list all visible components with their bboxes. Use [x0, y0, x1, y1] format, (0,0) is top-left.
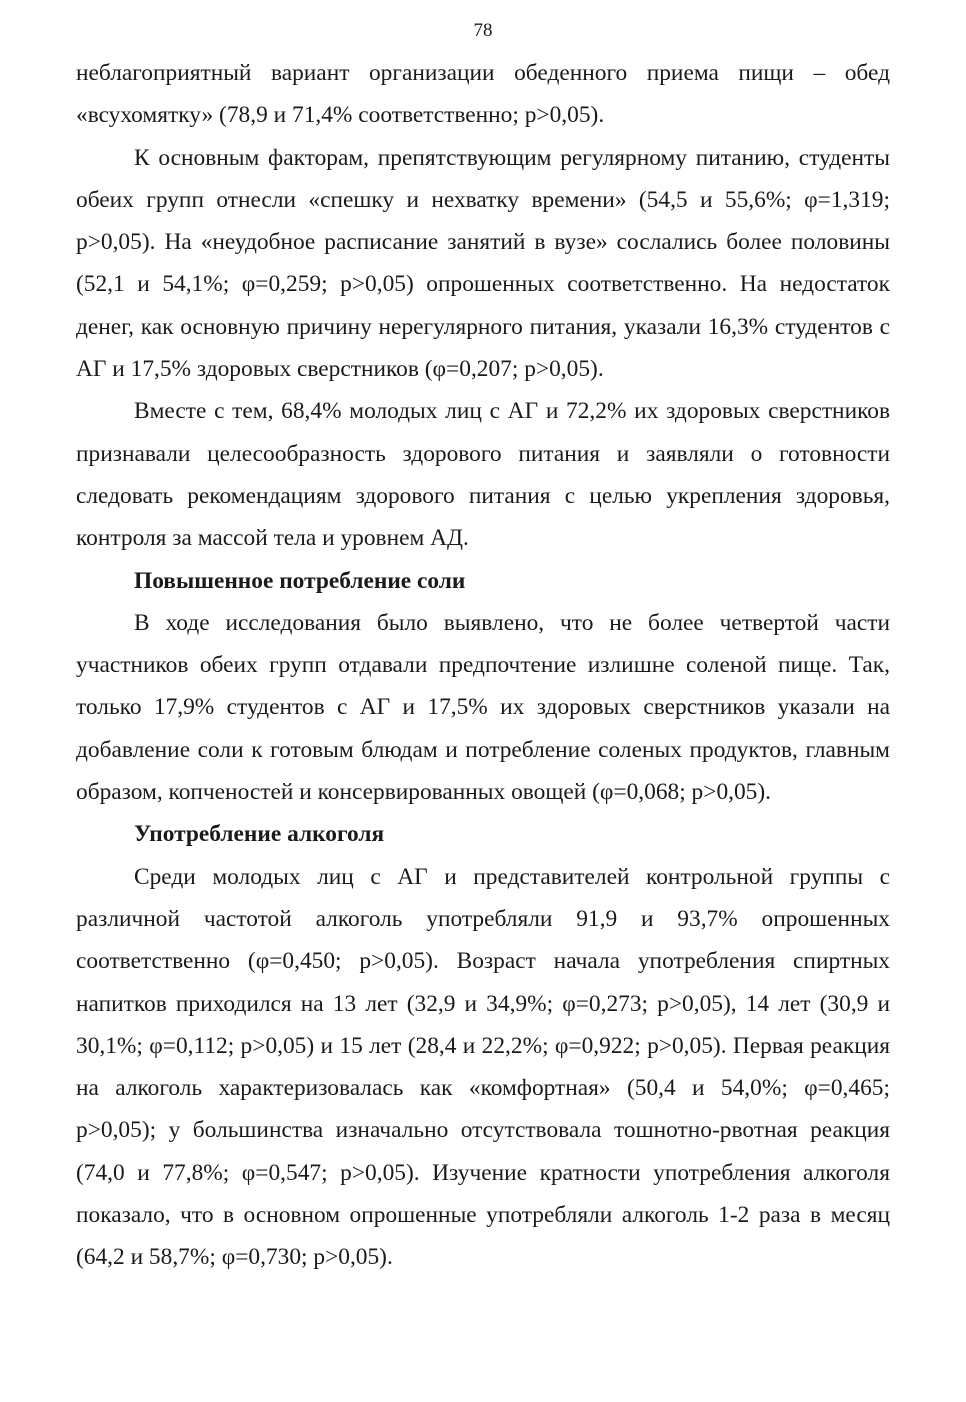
section-heading-alcohol: Употребление алкоголя — [134, 821, 385, 848]
paragraph-alcohol: Среди молодых лиц с АГ и представителей контрольной группы с различной частотой алкоголь употребляли 91,9 и 93,7% опрошенных соответственно (φ=0,450; p>0,05). Возраст начала употребления спиртных напитков приходился на 13 лет (32,9 и 34,9%; φ=0,273; p>0,05), 14 лет (30,9 и 30,1%; φ=0,112; p>0,05) и 15 лет (28,4 и 22,2%; φ=0,922; p>0,05). Первая реакция на алкоголь характеризовалась как «комфортная» (50,4 и 54,0%; φ=0,465; p>0,05); у большинства изначально отсутствовала тошнотно-рвотная реакция (74,0 и 77,8%; φ=0,547; p>0,05). Изучение кратности употребления алкоголя показало, что в основном опрошенные употребляли алкоголь 1-2 раза в месяц (64,2 и 58,7%; φ=0,730; p>0,05). — [76, 863, 890, 1271]
paragraph-salt: В ходе исследования было выявлено, что не более четвертой части участников обеих групп отдавали предпочтение излишне соленой пище. Так, только 17,9% студентов с АГ и 17,5% их здоровых сверстников указали на добавление соли к готовым блюдам и потребление соленых продуктов, главным образом, копченостей и консервированных овощей (φ=0,068; p>0,05). — [76, 609, 890, 806]
section-heading-salt: Повышенное потребление соли — [134, 567, 466, 594]
page-body — [76, 52, 890, 1279]
paragraph-continuation: неблагоприятный вариант организации обеденного приема пищи – обед «всухомятку» (78,9 и 71,4% соответственно; p>0,05). — [76, 60, 890, 129]
paragraph-healthy-eating: Вместе с тем, 68,4% молодых лиц с АГ и 72,2% их здоровых сверстников признавали целесообразность здорового питания и заявляли о готовности следовать рекомендациям здорового питания с целью укрепления здоровья, контроля за массой тела и уровнем АД. — [76, 398, 890, 552]
paragraph-factors: К основным факторам, препятствующим регулярному питанию, студенты обеих групп отнесли «спешку и нехватку времени» (54,5 и 55,6%; φ=1,319; p>0,05). На «неудобное расписание занятий в вузе» сослались более половины (52,1 и 54,1%; φ=0,259; p>0,05) опрошенных соответственно. На недостаток денег, как основную причину нерегулярного питания, указали 16,3% студентов с АГ и 17,5% здоровых сверстников (φ=0,207; p>0,05). — [76, 144, 890, 383]
page-number: 78 — [473, 20, 493, 41]
